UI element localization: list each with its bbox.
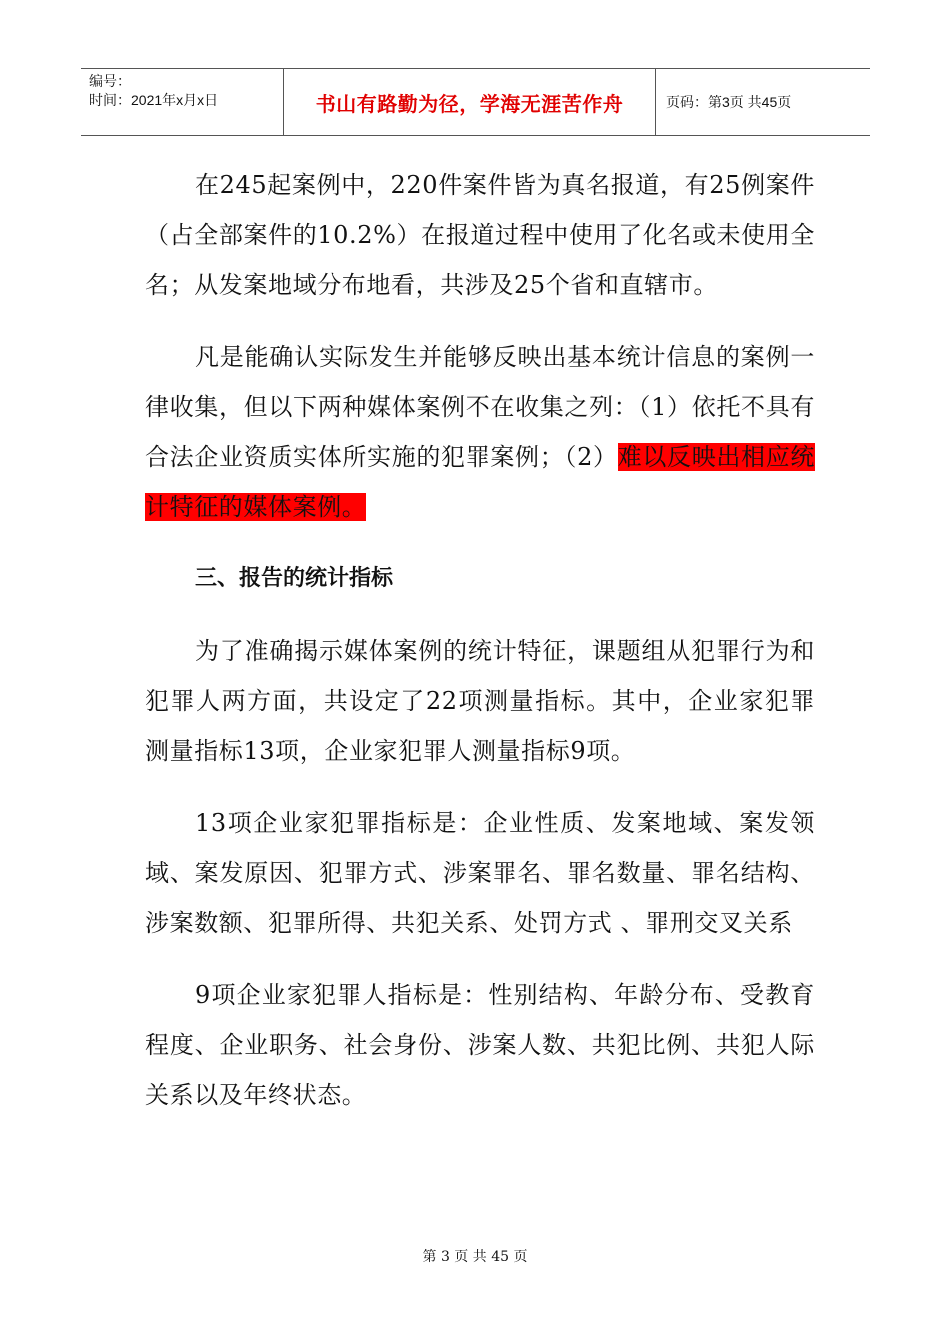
paragraph-collection-criteria-text: 凡是能确认实际发生并能够反映出基本统计信息的案例一律收集，但以下两种媒体案例不在收集之列：（1）依托不具有合法企业资质实体所实施的犯罪案例；（2） [145, 343, 815, 471]
paragraph-case-statistics: 在245起案例中，220件案件皆为真名报道，有25例案件（占全部案件的10.2%）在报道过程中使用了化名或未使用全名；从发案地域分布地看，共涉及25个省和直辖市。 [145, 171, 815, 299]
header-date-label: 时间：2021年x月x日 [89, 92, 219, 108]
paragraph-offender-indicators: 9项企业家犯罪人指标是：性别结构、年龄分布、受教育程度、企业职务、社会身份、涉案人数、共犯比例、共犯人际关系以及年终状态。 [145, 981, 815, 1109]
header-motto: 书山有路勤为径，学海无涯苦作舟 [283, 69, 656, 135]
document-body [145, 160, 815, 1142]
header-page-info: 页码：第3页 共45页 [666, 94, 792, 110]
paragraph-indicators-overview: 为了准确揭示媒体案例的统计特征，课题组从犯罪行为和犯罪人两方面，共设定了22项测量指标。其中，企业家犯罪测量指标13项，企业家犯罪人测量指标9项。 [145, 637, 815, 765]
section-title: 三、报告的统计指标 [195, 566, 394, 591]
page-footer: 第 3 页 共 45 页 [422, 1249, 528, 1265]
highlighted-text: 难以反映出相应统计特征的媒体案例。 [145, 443, 815, 521]
page-header [81, 68, 870, 136]
header-number-label: 编号： [89, 73, 131, 89]
header-meta [81, 69, 283, 135]
paragraph-crime-indicators: 13项企业家犯罪指标是：企业性质、发案地域、案发领域、案发原因、犯罪方式、涉案罪名、罪名数量、罪名结构、涉案数额、犯罪所得、共犯关系、处罚方式 、罪刑交叉关系 [145, 809, 815, 937]
paragraph-collection-criteria [145, 332, 815, 532]
